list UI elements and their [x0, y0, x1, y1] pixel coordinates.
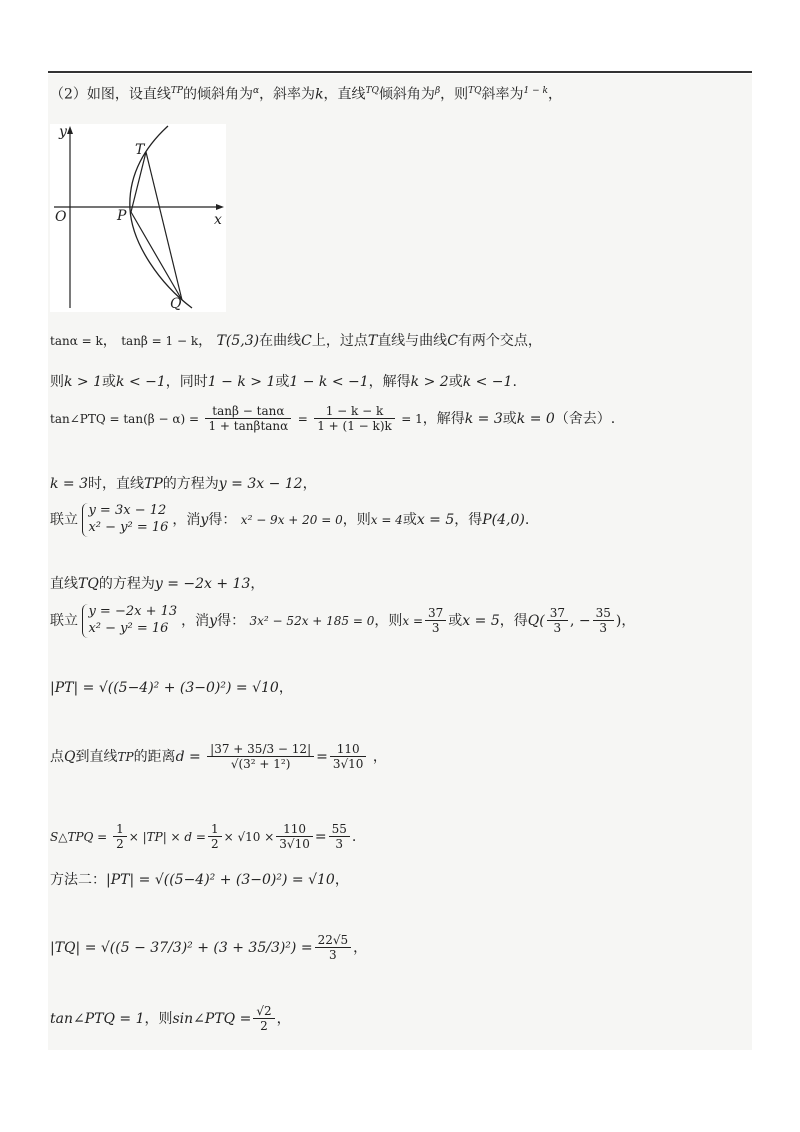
formula: sin∠PTQ =	[172, 1010, 252, 1027]
figure-svg	[50, 124, 226, 312]
alpha-symbol: α	[252, 86, 260, 96]
equation: y = −2x + 13	[88, 604, 178, 619]
fraction	[547, 606, 568, 636]
fraction	[330, 742, 367, 772]
formula: k = 0	[516, 410, 555, 427]
formula: 1 − k > 1	[207, 374, 276, 390]
fraction	[314, 404, 395, 434]
numerator: |37 + 35/3 − 12|	[207, 742, 314, 757]
text: 倾斜角为	[378, 86, 435, 103]
text: ，	[250, 576, 265, 592]
formula: x = 5	[462, 612, 500, 629]
text: ，	[372, 748, 387, 765]
line-8	[50, 742, 387, 772]
text: 直线	[50, 576, 78, 592]
text: （舍去）.	[554, 410, 616, 427]
text: 的距离	[133, 748, 176, 765]
numerator: 35	[593, 606, 614, 621]
system-2	[50, 604, 635, 638]
denominator: 3√10	[332, 757, 364, 772]
equation-system	[82, 604, 177, 638]
fraction	[593, 606, 614, 636]
formula: k > 1	[64, 374, 103, 390]
line-tp: TP	[117, 749, 134, 764]
segment-tp	[131, 152, 146, 212]
numerator: 55	[329, 822, 350, 837]
denominator: 3	[431, 621, 440, 636]
fraction	[205, 404, 291, 434]
point-q-label: Q	[170, 296, 182, 312]
formula: k < −1	[116, 374, 166, 390]
fraction	[425, 606, 446, 636]
point-t-label: T	[135, 142, 145, 158]
text: ，	[102, 333, 117, 349]
origin-label: O	[55, 209, 67, 225]
text: 的方程为	[162, 476, 219, 492]
formula: |PT| = √((5−4)² + (3−0)²) = √10	[50, 680, 279, 696]
x-axis-arrow	[216, 204, 224, 210]
point-q: Q(	[527, 612, 545, 629]
text: （2）如图，设直线	[50, 86, 171, 103]
fraction	[253, 1004, 274, 1034]
formula: tanβ = 1 − k	[121, 334, 199, 348]
text: 联立	[50, 612, 78, 629]
segment-tq	[146, 152, 182, 300]
equation-system	[82, 503, 168, 537]
text: , −	[569, 612, 591, 629]
text: ，斜率为	[259, 86, 316, 103]
numerator: 1	[113, 822, 127, 837]
text: ，则	[144, 1010, 173, 1027]
text: 在曲线	[259, 333, 302, 349]
text: 上，过点	[311, 333, 368, 349]
text: ，	[353, 939, 368, 956]
point-p: P(4,0)	[482, 511, 525, 528]
beta-symbol: β	[434, 86, 441, 96]
text: 或	[502, 410, 517, 427]
formula: x = 5	[416, 511, 455, 528]
text: ，解得	[368, 374, 411, 390]
formula: = 1	[401, 411, 423, 426]
text: 得：	[208, 511, 237, 528]
equation: x² − y² = 16	[88, 620, 169, 636]
equals: =	[314, 828, 327, 845]
point-p-label: P	[117, 208, 127, 224]
formula: 1 − k < −1	[289, 374, 369, 390]
denominator: √(3² + 1²)	[230, 757, 291, 772]
text: ，得	[454, 511, 483, 528]
text: .	[512, 374, 517, 390]
text: ，则	[440, 86, 469, 103]
x-axis-label: x	[214, 212, 222, 228]
slope-expr: 1 − k	[523, 86, 548, 96]
formula: k > 2	[410, 374, 449, 390]
text: ，同时	[165, 374, 208, 390]
line-10	[50, 872, 349, 889]
formula: y = 3x − 12	[218, 476, 303, 492]
text: .	[524, 511, 530, 528]
line-1	[50, 86, 562, 103]
numerator: 1	[208, 822, 222, 837]
formula: x² − 9x + 20 = 0	[240, 512, 343, 527]
line-tp: TP	[144, 476, 163, 492]
point-t: T	[367, 333, 378, 349]
line-5	[50, 476, 317, 493]
variable: y	[200, 511, 209, 528]
formula: |PT| = √((5−4)² + (3−0)²) = √10	[106, 872, 335, 888]
equation: x² − y² = 16	[88, 519, 169, 535]
formula: x =	[402, 613, 424, 628]
fraction	[207, 742, 314, 772]
numerator: √2	[253, 1004, 274, 1019]
point-q: Q	[64, 748, 76, 765]
curve-c: C	[301, 333, 312, 349]
text: 时，直线	[88, 476, 145, 492]
line-9	[50, 822, 356, 852]
numerator: 1 − k − k	[314, 404, 395, 419]
line-2	[50, 333, 542, 350]
k-symbol: k	[315, 86, 324, 103]
denominator: 3	[553, 621, 562, 636]
line-12	[50, 1004, 291, 1034]
text: 得：	[217, 612, 246, 629]
numerator: 110	[330, 742, 367, 757]
text: 到直线	[75, 748, 118, 765]
text: 或	[448, 612, 463, 629]
text: ，消	[181, 612, 210, 629]
formula: tanα = k	[50, 334, 103, 348]
text: ，得	[499, 612, 528, 629]
formula: d =	[175, 748, 201, 765]
fraction	[208, 822, 222, 852]
formula: k = 3	[464, 410, 503, 427]
text: ，	[198, 333, 213, 349]
text: 的倾斜角为	[182, 86, 253, 103]
formula: k < −1	[462, 374, 513, 390]
equation: y = 3x − 12	[88, 503, 167, 518]
top-rule	[48, 71, 752, 73]
fraction	[329, 822, 350, 852]
line-7	[50, 680, 293, 697]
formula: × |TP| × d =	[128, 829, 206, 844]
formula: |TQ| = √((5 − 37/3)² + (3 + 35/3)²) =	[50, 939, 313, 956]
text: 则	[50, 374, 64, 390]
denominator: 2	[210, 837, 219, 852]
denominator: 1 + tanβtanα	[208, 419, 289, 434]
denominator: 2	[260, 1019, 268, 1034]
text: 有两个交点，	[457, 333, 542, 349]
curve-c: C	[447, 333, 458, 349]
line-4	[50, 404, 615, 434]
text: 直线与曲线	[377, 333, 448, 349]
y-axis-arrow	[67, 126, 73, 134]
y-axis-label: y	[59, 124, 67, 140]
denominator: 1 + (1 − k)k	[317, 419, 392, 434]
denominator: 3	[329, 948, 337, 963]
numerator: tanβ − tanα	[205, 404, 291, 419]
denominator: 2	[116, 837, 124, 852]
equals: =	[316, 748, 328, 765]
fraction	[113, 822, 127, 852]
text: ，则	[374, 612, 403, 629]
text: ，解得	[422, 410, 465, 427]
fraction	[276, 822, 313, 852]
tq-label: TQ	[365, 86, 379, 96]
text: ，	[334, 872, 349, 888]
formula: y = −2x + 13	[154, 576, 251, 592]
text: 或	[448, 374, 463, 390]
line-tq: TQ	[78, 576, 99, 592]
line-3	[50, 374, 517, 391]
denominator: 3√10	[279, 837, 310, 852]
text: 斜率为	[481, 86, 524, 103]
segment-pq	[131, 212, 182, 300]
text: 联立	[50, 511, 78, 528]
tp-label: TP	[170, 86, 183, 96]
denominator: 3	[599, 621, 608, 636]
point-t: T(5,3)	[216, 333, 260, 349]
hyperbola-figure	[50, 124, 226, 312]
text: ，	[302, 476, 317, 492]
equals: =	[297, 411, 308, 426]
denominator: 3	[335, 837, 344, 852]
text: ，直线	[323, 86, 366, 103]
text: ，消	[172, 511, 201, 528]
text: .	[351, 828, 357, 845]
numerator: 110	[276, 822, 313, 837]
text: 或	[275, 374, 290, 390]
text: ，	[547, 86, 562, 103]
formula: x = 4	[370, 512, 403, 527]
formula: tan∠PTQ = 1	[50, 1010, 145, 1027]
text: ，	[621, 612, 636, 629]
formula: × √10 ×	[223, 829, 275, 844]
numerator: 37	[425, 606, 446, 621]
line-6	[50, 576, 264, 593]
numerator: 37	[547, 606, 568, 621]
text: ，则	[342, 511, 371, 528]
text: 点	[50, 748, 64, 765]
fraction	[315, 933, 352, 963]
text: ，	[278, 680, 293, 696]
formula: k = 3	[50, 476, 89, 492]
numerator: 22√5	[315, 933, 352, 948]
tq-label: TQ	[468, 86, 482, 96]
text: 方法二：	[50, 872, 106, 888]
formula: S△TPQ =	[50, 829, 112, 844]
system-1	[50, 503, 529, 537]
text: )	[615, 612, 622, 629]
text: 的方程为	[98, 576, 155, 592]
formula: tan∠PTQ = tan(β − α) =	[50, 411, 200, 426]
text: ，	[276, 1010, 291, 1027]
text: 或	[402, 511, 417, 528]
text: 或	[102, 374, 117, 390]
formula: 3x² − 52x + 185 = 0	[249, 613, 375, 628]
variable: y	[209, 612, 218, 629]
line-11	[50, 933, 367, 963]
